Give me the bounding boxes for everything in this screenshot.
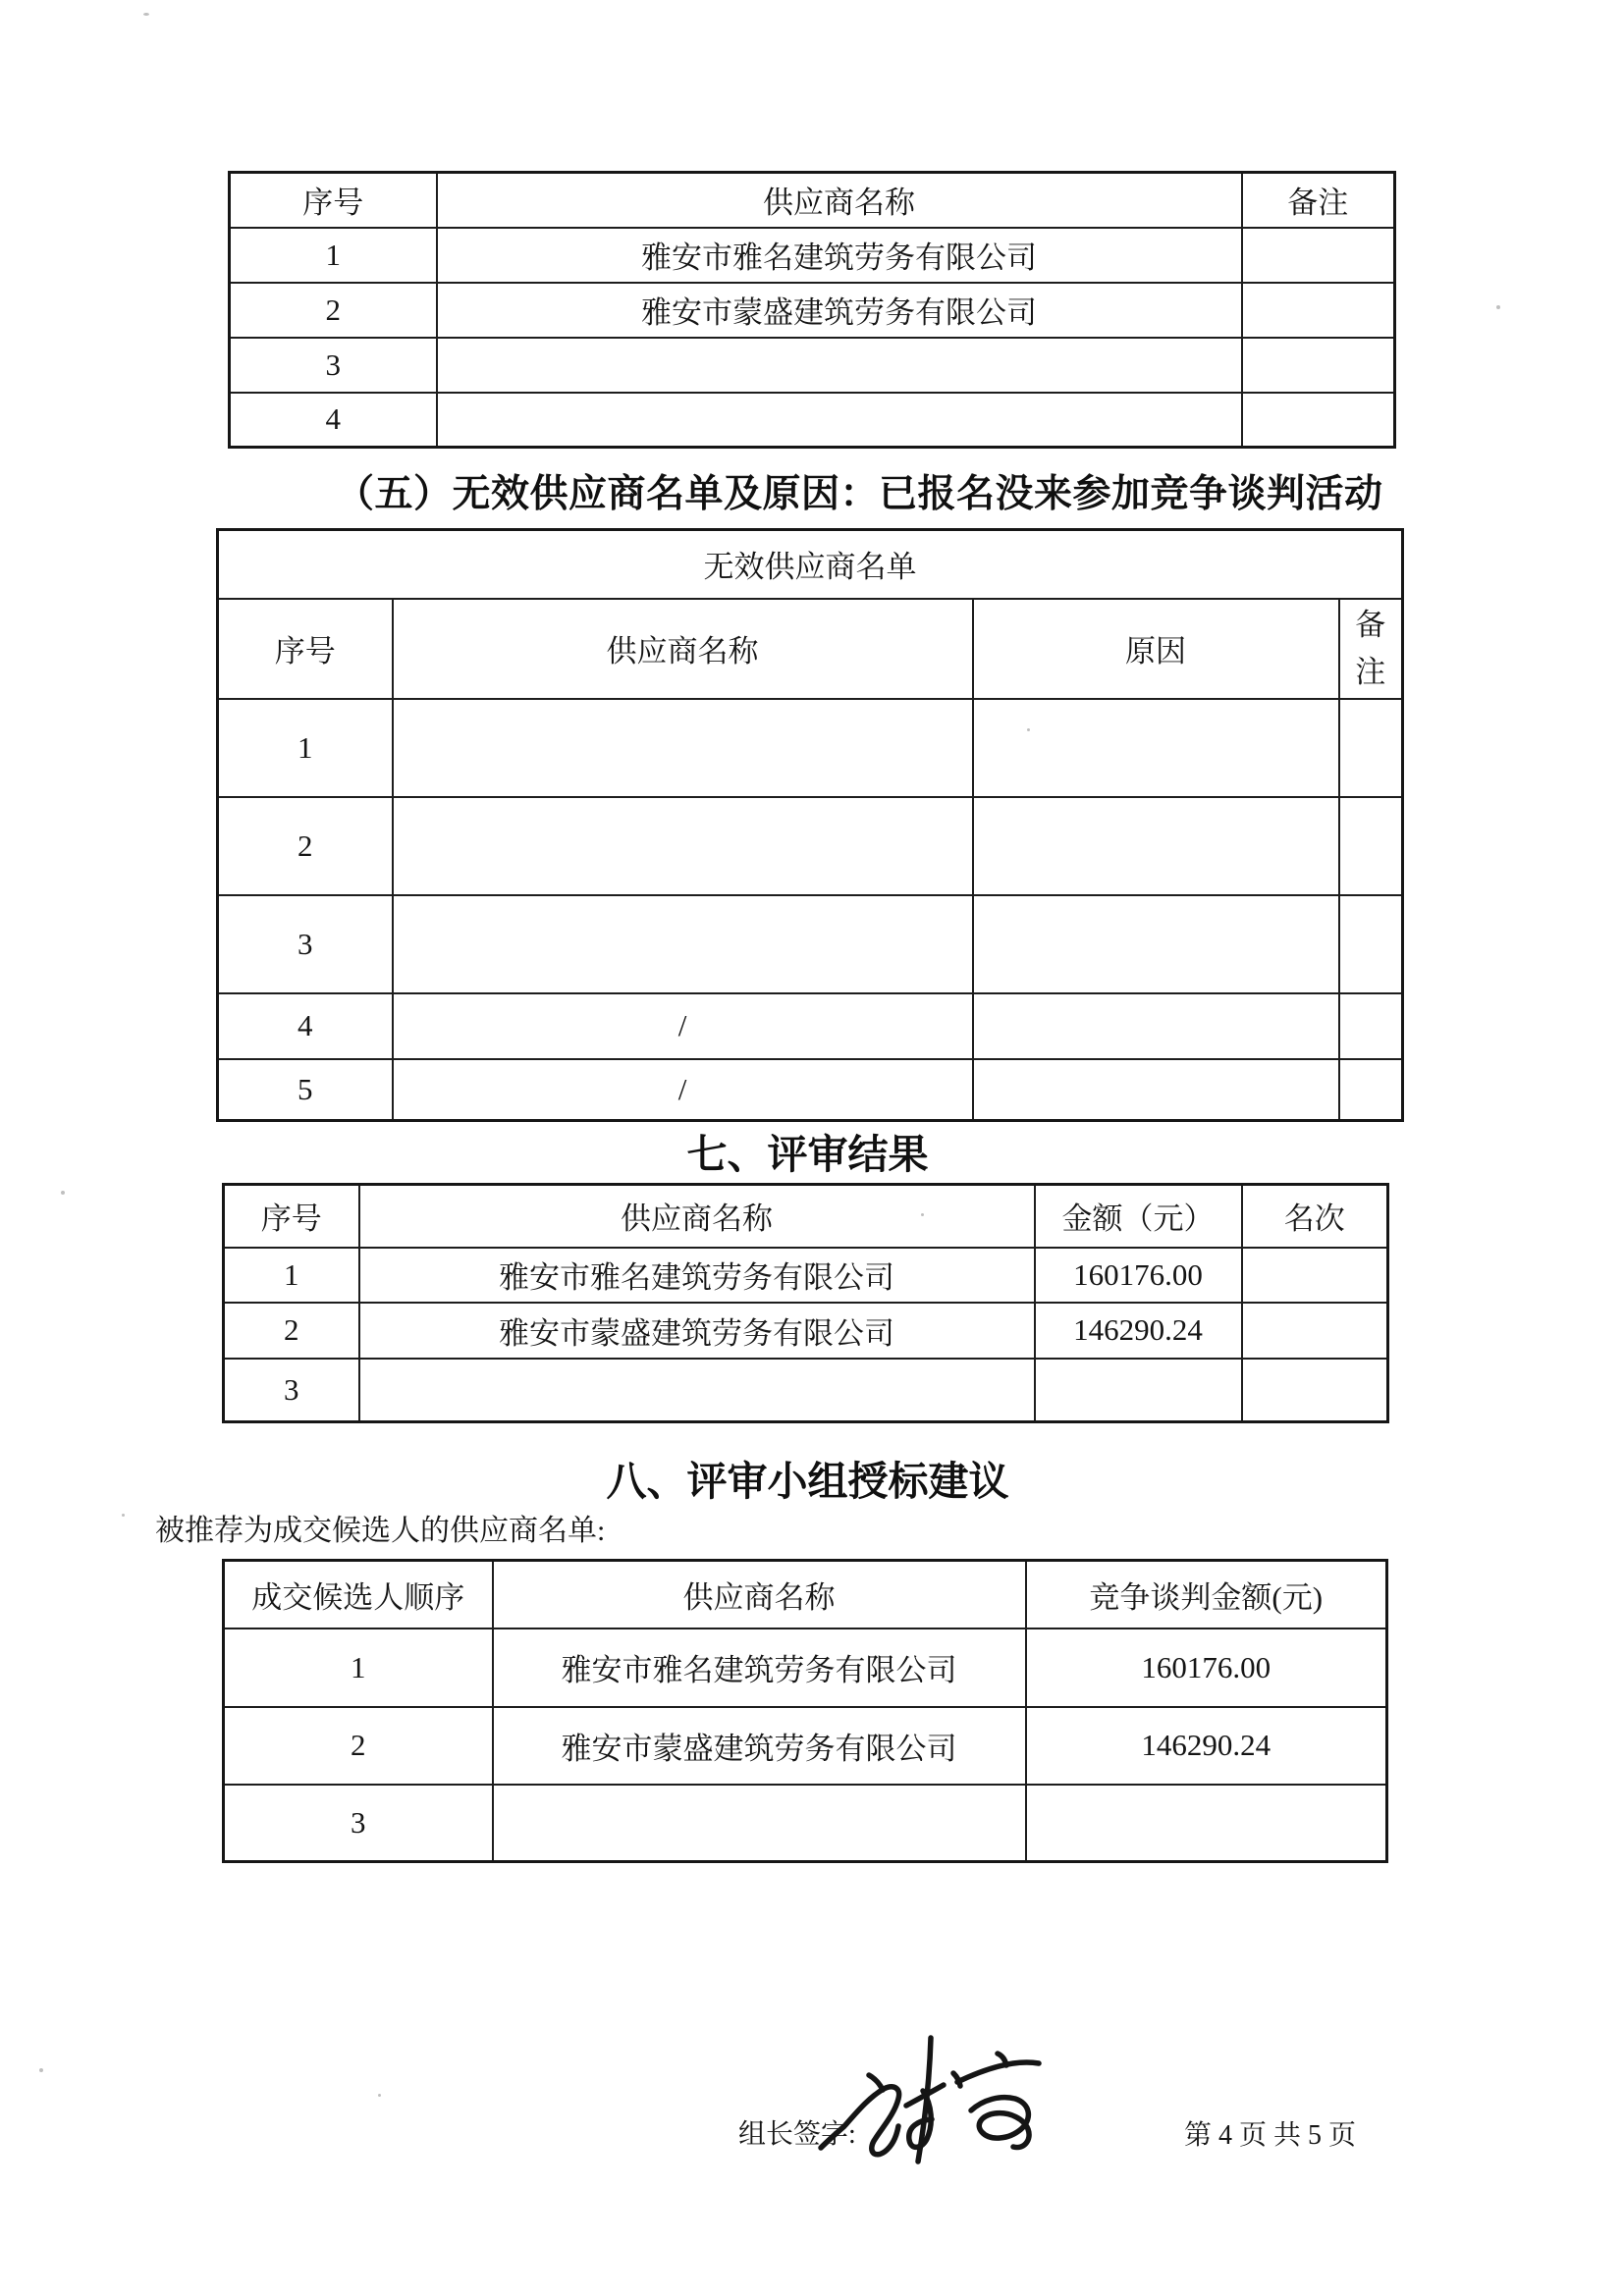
- table-title-row: [218, 530, 1403, 599]
- award-candidates-table: [222, 1559, 1388, 1863]
- cell-reason: [973, 699, 1339, 797]
- cell-supplier: [393, 895, 973, 993]
- table-header-row: [218, 599, 1403, 699]
- cell-supplier: [437, 338, 1242, 393]
- column-header-supplier: 供应商名称: [437, 173, 1242, 228]
- table-row: [230, 393, 1395, 448]
- table-row: [218, 797, 1403, 895]
- cell-note: [1242, 283, 1395, 338]
- cell-note: [1339, 797, 1403, 895]
- cell-seq: 5: [218, 1059, 393, 1121]
- table-header-row: [230, 173, 1395, 228]
- table-title: 无效供应商名单: [218, 530, 1403, 599]
- column-header-reason: 原因: [973, 599, 1339, 699]
- scan-speck: [1496, 305, 1500, 309]
- table-row: [224, 1629, 1387, 1707]
- cell-supplier: 雅安市雅名建筑劳务有限公司: [493, 1629, 1026, 1707]
- cell-note: [1339, 1059, 1403, 1121]
- table-header-row: [224, 1561, 1387, 1629]
- column-header-seq: 序号: [230, 173, 437, 228]
- column-header-note: 备注: [1242, 173, 1395, 228]
- scan-speck: [378, 2094, 381, 2097]
- table-row: [224, 1359, 1388, 1422]
- cell-seq: 2: [230, 283, 437, 338]
- cell-seq: 1: [230, 228, 437, 283]
- section-5-heading: （五）无效供应商名单及原因：已报名没来参加竞争谈判活动: [336, 473, 1383, 515]
- cell-seq: 1: [224, 1248, 359, 1303]
- cell-supplier: [493, 1785, 1026, 1862]
- cell-supplier: 雅安市蒙盛建筑劳务有限公司: [359, 1303, 1035, 1359]
- cell-note: [1339, 895, 1403, 993]
- table-row: [218, 1059, 1403, 1121]
- cell-amount: 146290.24: [1026, 1707, 1387, 1785]
- cell-supplier: 雅安市雅名建筑劳务有限公司: [359, 1248, 1035, 1303]
- table-header-row: [224, 1185, 1388, 1248]
- cell-seq: 1: [224, 1629, 493, 1707]
- cell-amount: 160176.00: [1035, 1248, 1242, 1303]
- column-header-rank: 名次: [1242, 1185, 1388, 1248]
- table-row: [224, 1303, 1388, 1359]
- cell-supplier: 雅安市蒙盛建筑劳务有限公司: [437, 283, 1242, 338]
- cell-reason: [973, 895, 1339, 993]
- column-header-supplier: 供应商名称: [493, 1561, 1026, 1629]
- evaluation-results-table: [222, 1183, 1389, 1423]
- table-row: [218, 895, 1403, 993]
- signature-label: 组长签字:: [738, 2119, 856, 2150]
- table-row: [224, 1248, 1388, 1303]
- section-7-heading: 七、评审结果: [686, 1132, 929, 1177]
- cell-supplier: [437, 393, 1242, 448]
- cell-amount: [1035, 1359, 1242, 1422]
- cell-note: [1242, 393, 1395, 448]
- cell-rank: [1242, 1248, 1388, 1303]
- cell-seq: 4: [230, 393, 437, 448]
- cell-note: [1339, 699, 1403, 797]
- cell-amount: 146290.24: [1035, 1303, 1242, 1359]
- cell-seq: 3: [224, 1785, 493, 1862]
- cell-seq: 2: [218, 797, 393, 895]
- cell-rank: [1242, 1303, 1388, 1359]
- cell-seq: 2: [224, 1707, 493, 1785]
- column-header-note: 备注: [1339, 599, 1403, 699]
- table-row: [218, 993, 1403, 1059]
- column-header-supplier: 供应商名称: [359, 1185, 1035, 1248]
- table-row: [230, 283, 1395, 338]
- cell-reason: [973, 1059, 1339, 1121]
- scan-speck: [143, 13, 149, 16]
- cell-amount: [1026, 1785, 1387, 1862]
- cell-note: [1339, 993, 1403, 1059]
- cell-supplier: 雅安市雅名建筑劳务有限公司: [437, 228, 1242, 283]
- cell-seq: 4: [218, 993, 393, 1059]
- cell-amount: 160176.00: [1026, 1629, 1387, 1707]
- cell-note: [1242, 338, 1395, 393]
- cell-seq: 2: [224, 1303, 359, 1359]
- column-header-amount: 金额（元）: [1035, 1185, 1242, 1248]
- table-row: [230, 338, 1395, 393]
- scan-speck: [921, 1213, 924, 1216]
- table-row: [218, 699, 1403, 797]
- cell-reason: [973, 797, 1339, 895]
- recommend-intro-text: 被推荐为成交候选人的供应商名单:: [155, 1515, 606, 1547]
- cell-seq: 3: [230, 338, 437, 393]
- page-number: 第 4 页 共 5 页: [1184, 2120, 1357, 2151]
- cell-seq: 3: [218, 895, 393, 993]
- cell-supplier: [393, 699, 973, 797]
- table-row: [230, 228, 1395, 283]
- cell-rank: [1242, 1359, 1388, 1422]
- column-header-supplier: 供应商名称: [393, 599, 973, 699]
- invalid-suppliers-table: [216, 528, 1404, 1122]
- cell-supplier: [359, 1359, 1035, 1422]
- column-header-candidate-order: 成交候选人顺序: [224, 1561, 493, 1629]
- cell-seq: 1: [218, 699, 393, 797]
- scan-speck: [39, 2068, 43, 2072]
- cell-supplier: /: [393, 993, 973, 1059]
- table-row: [224, 1707, 1387, 1785]
- cell-supplier: [393, 797, 973, 895]
- scan-speck: [1027, 728, 1030, 731]
- scan-speck: [122, 1514, 125, 1517]
- cell-seq: 3: [224, 1359, 359, 1422]
- column-header-seq: 序号: [224, 1185, 359, 1248]
- cell-reason: [973, 993, 1339, 1059]
- column-header-negotiation-amount: 竞争谈判金额(元): [1026, 1561, 1387, 1629]
- cell-supplier: /: [393, 1059, 973, 1121]
- handwritten-signature: [813, 2030, 1058, 2187]
- qualified-suppliers-table: [228, 171, 1396, 449]
- scan-speck: [61, 1191, 65, 1195]
- cell-note: [1242, 228, 1395, 283]
- cell-supplier: 雅安市蒙盛建筑劳务有限公司: [493, 1707, 1026, 1785]
- column-header-seq: 序号: [218, 599, 393, 699]
- section-8-heading: 八、评审小组授标建议: [606, 1459, 1009, 1504]
- table-row: [224, 1785, 1387, 1862]
